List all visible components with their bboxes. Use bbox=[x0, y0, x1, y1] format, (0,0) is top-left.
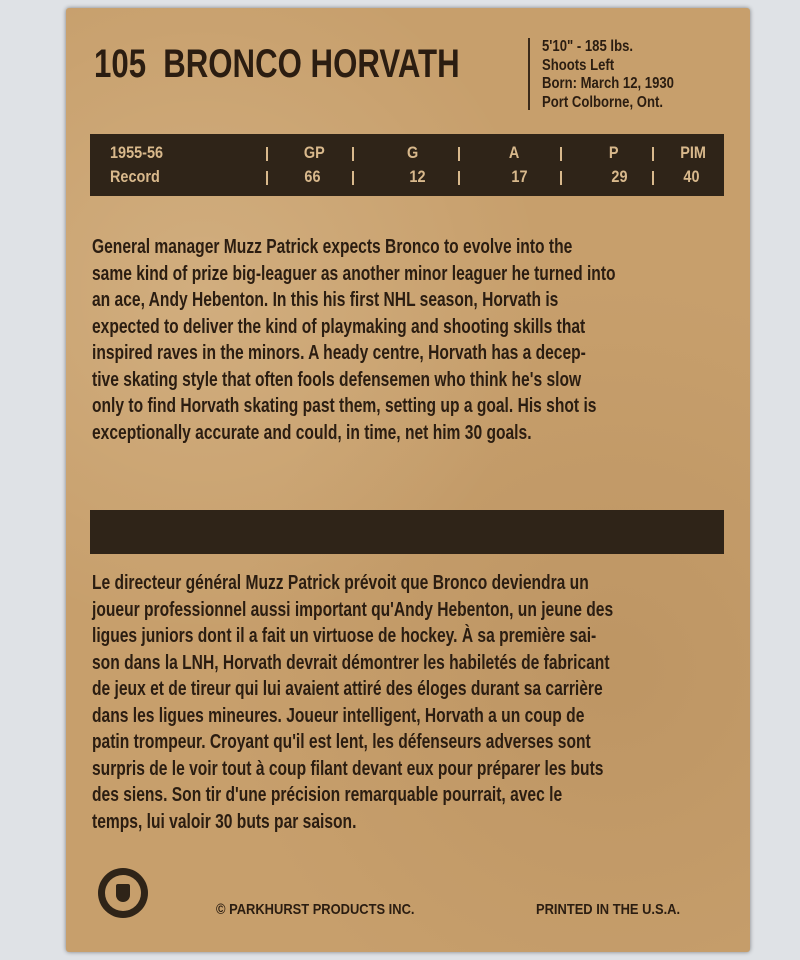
copyright-text: © PARKHURST PRODUCTS INC. bbox=[216, 901, 415, 918]
stats-header-row bbox=[90, 143, 724, 167]
text-line: tive skating style that often fools defensemen who think he's slow bbox=[92, 368, 582, 391]
stat-separator bbox=[352, 147, 354, 161]
text-line: same kind of prize big-leaguer as another minor leaguer he turned into bbox=[92, 262, 616, 285]
stat-value-p: 29 bbox=[611, 167, 628, 186]
text-line: ligues juniors dont il a fait un virtuose de hockey. À sa première sai- bbox=[92, 625, 597, 647]
text-line: only to find Horvath skating past them, setting up a goal. His shot is bbox=[92, 395, 597, 417]
text-line: surpris de le voir tout à coup filant devant eux pour préparer les buts bbox=[92, 757, 604, 780]
text-line: de jeux et de tireur qui lui avaient attiré des éloges durant sa carrière bbox=[92, 678, 603, 700]
stat-separator bbox=[652, 147, 654, 161]
english-description bbox=[92, 234, 716, 446]
title-divider bbox=[528, 38, 530, 110]
text-line: an ace, Andy Hebenton. In this his first NHL season, Horvath is bbox=[92, 289, 559, 311]
card-number: 105 bbox=[94, 42, 147, 86]
stat-separator bbox=[266, 147, 268, 161]
stat-separator bbox=[458, 147, 460, 161]
text-line: patin trompeur. Croyant qu'il est lent, les défenseurs adverses sont bbox=[92, 731, 591, 753]
stats-value-row bbox=[90, 167, 724, 191]
record-label: Record bbox=[110, 167, 160, 186]
text-line: General manager Muzz Patrick expects Bronco to evolve into the bbox=[92, 236, 573, 258]
stat-separator bbox=[652, 171, 654, 185]
french-description bbox=[92, 570, 716, 835]
divider-bar bbox=[90, 510, 724, 554]
bio-birthplace: Port Colborne, Ont. bbox=[542, 93, 663, 111]
stat-separator bbox=[352, 171, 354, 185]
text-line: dans les ligues mineures. Joueur intelligent, Horvath a un coup de bbox=[92, 704, 585, 727]
stat-header-gp: GP bbox=[303, 143, 325, 162]
bio-shoots: Shoots Left bbox=[542, 56, 615, 74]
stat-value-a: 17 bbox=[511, 167, 528, 186]
player-bio bbox=[542, 38, 674, 112]
text-line: joueur professionnel aussi important qu'Andy Hebenton, un jeune des bbox=[92, 598, 614, 621]
bio-height-weight: 5'10" - 185 lbs. bbox=[542, 38, 634, 55]
text-line: exceptionally accurate and could, in time, net him 30 goals. bbox=[92, 421, 532, 444]
stat-value-pim: 40 bbox=[683, 167, 700, 186]
stat-header-a: A bbox=[508, 143, 520, 162]
printed-in-text: PRINTED IN THE U.S.A. bbox=[536, 901, 681, 918]
stat-value-gp: 66 bbox=[304, 167, 321, 186]
text-line: des siens. Son tir d'une précision remarquable pourrait, avec le bbox=[92, 784, 563, 806]
stat-separator bbox=[266, 171, 268, 185]
player-name: BRONCO HORVATH bbox=[163, 42, 460, 86]
stat-value-g: 12 bbox=[409, 167, 426, 186]
stat-header-pim: PIM bbox=[680, 143, 706, 162]
stats-bar bbox=[90, 134, 724, 196]
bio-born: Born: March 12, 1930 bbox=[542, 75, 674, 92]
stat-separator bbox=[560, 171, 562, 185]
stat-separator bbox=[458, 171, 460, 185]
nhl-shield-logo-icon bbox=[98, 868, 148, 918]
text-line: inspired raves in the minors. A heady centre, Horvath has a decep- bbox=[92, 342, 586, 364]
stat-header-p: P bbox=[608, 143, 619, 162]
text-line: expected to deliver the kind of playmaking and shooting skills that bbox=[92, 315, 586, 338]
season-label: 1955-56 bbox=[110, 143, 164, 162]
text-line: temps, lui valoir 30 buts par saison. bbox=[92, 810, 357, 833]
text-line: Le directeur général Muzz Patrick prévoit que Bronco deviendra un bbox=[92, 572, 589, 594]
stat-separator bbox=[560, 147, 562, 161]
text-line: son dans la LNH, Horvath devrait démontrer les habiletés de fabricant bbox=[92, 651, 610, 674]
card-back bbox=[66, 8, 750, 952]
card-title bbox=[94, 42, 460, 87]
stat-header-g: G bbox=[406, 143, 419, 162]
